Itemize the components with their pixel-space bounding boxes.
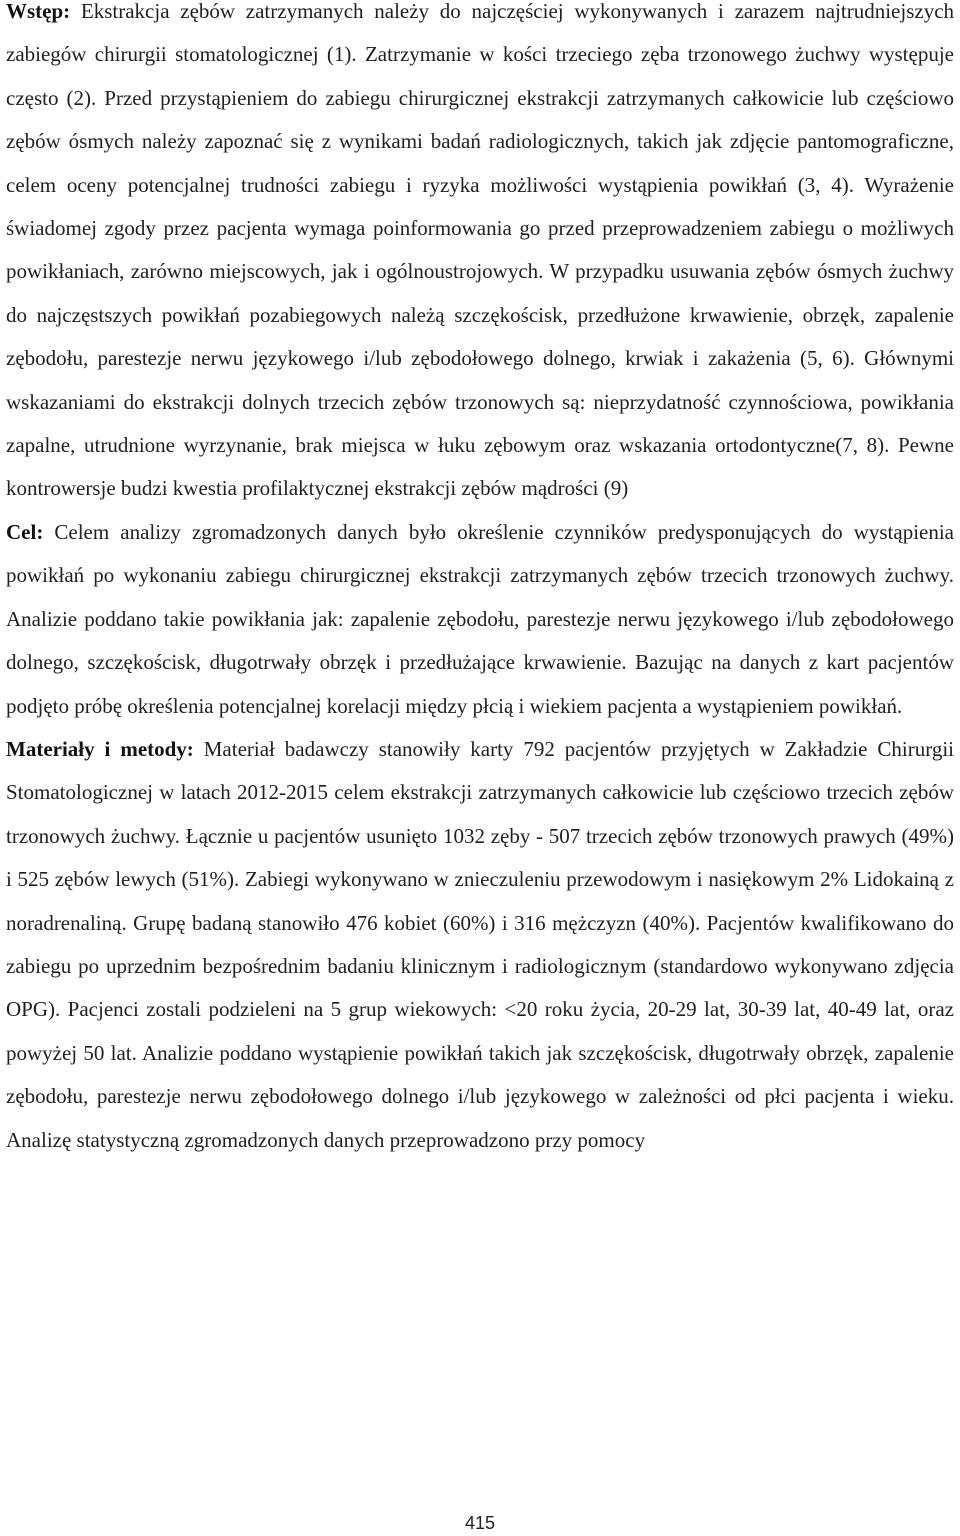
section-aim xyxy=(6,511,954,728)
section-intro xyxy=(6,0,954,511)
page-number: 415 xyxy=(464,1513,496,1533)
section-methods xyxy=(6,728,954,1162)
section-methods-text: Materiał badawczy stanowiły karty 792 pacjentów przyjętych w Zakładzie Chirurgii Stomatologicznej w latach 2012-2015 celem ekstrakcji zatrzymanych całkowicie lub częściowo trzecich zębów trzonowych żuchwy. Łącznie u pacjentów usunięto 1032 zęby - 507 trzecich zębów trzonowych prawych (49%) i 525 zębów lewych (51%). Zabiegi wykonywano w znieczuleniu przewodowym i nasiękowym 2% Lidokainą z noradrenaliną. Grupę badaną stanowiło 476 kobiet (60%) i 316 mężczyzn (40%). Pacjentów kwalifikowano do zabiegu po uprzednim bezpośrednim badaniu klinicznym i radiologicznym (standardowo wykonywano zdjęcia OPG). Pacjenci zostali podzieleni na 5 grup wiekowych: <20 roku życia, 20-29 lat, 30-39 lat, 40-49 lat, oraz powyżej 50 lat. Analizie poddano wystąpienie powikłań takich jak szczękościsk, długotrwały obrzęk, zapalenie zębodołu, parestezje nerwu zębodołowego dolnego i/lub językowego w zależności od płci pacjenta i wieku. Analizę statystyczną zgromadzonych danych przeprowadzono przy pomocy xyxy=(6,736,955,1152)
section-intro-label: Wstęp: xyxy=(6,0,71,23)
document-body xyxy=(6,0,954,1162)
section-methods-label: Materiały i metody: xyxy=(6,736,194,761)
section-intro-text: Ekstrakcja zębów zatrzymanych należy do najczęściej wykonywanych i zarazem najtrudniejszych zabiegów chirurgii stomatologicznej (1). Zatrzymanie w kości trzeciego zęba trzonowego żuchwy występuje często (2). Przed przystąpieniem do zabiegu chirurgicznej ekstrakcji zatrzymanych całkowicie lub częściowo zębów ósmych należy zapoznać się z wynikami badań radiologicznych, takich jak zdjęcie pantomograficzne, celem oceny potencjalnej trudności zabiegu i ryzyka możliwości wystąpienia powikłań (3, 4). Wyrażenie świadomej zgody przez pacjenta wymaga poinformowania go przed przeprowadzeniem zabiegu o możliwych powikłaniach, zarówno miejscowych, jak i ogólnoustrojowych. W przypadku usuwania zębów ósmych żuchwy do najczęstszych powikłań pozabiegowych należą szczękościsk, przedłużone krwawienie, obrzęk, zapalenie zębodołu, parestezje nerwu językowego i/lub zębodołowego dolnego, krwiak i zakażenia (5, 6). Głównymi wskazaniami do ekstrakcji dolnych trzecich zębów trzonowych są: nieprzydatność czynnościowa, powikłania zapalne, utrudnione wyrzynanie, brak miejsca w łuku zębowym oraz wskazania ortodontyczne(7, 8). Pewne kontrowersje budzi kwestia profilaktycznej ekstrakcji zębów mądrości (9) xyxy=(6,0,955,501)
section-aim-label: Cel: xyxy=(6,519,44,544)
section-aim-text: Celem analizy zgromadzonych danych było określenie czynników predysponujących do wystąpienia powikłań po wykonaniu zabiegu chirurgicznej ekstrakcji zatrzymanych zębów trzecich trzonowych żuchwy. Analizie poddano takie powikłania jak: zapalenie zębodołu, parestezje nerwu językowego i/lub zębodołowego dolnego, szczękościsk, długotrwały obrzęk i przedłużające krwawienie. Bazując na danych z kart pacjentów podjęto próbę określenia potencjalnej korelacji między płcią i wiekiem pacjenta a wystąpieniem powikłań. xyxy=(6,519,955,718)
